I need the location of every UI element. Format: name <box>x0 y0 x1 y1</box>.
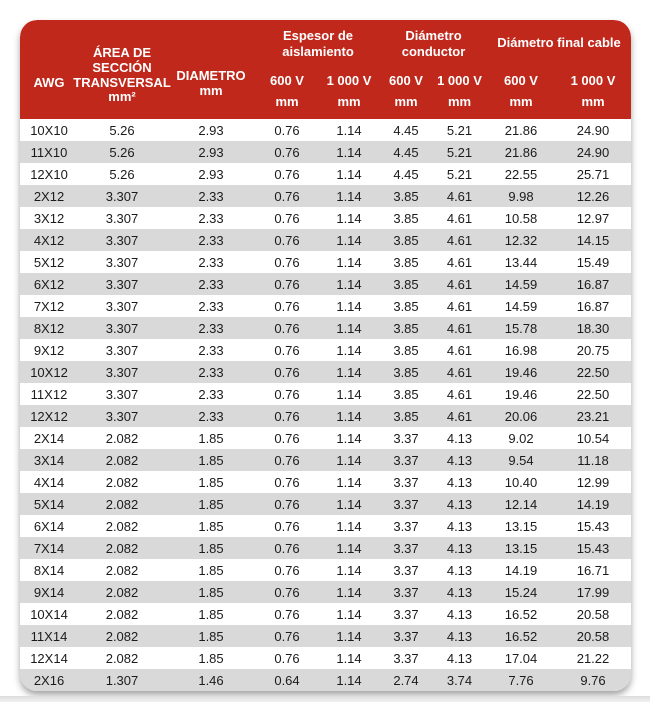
table-row <box>20 515 631 537</box>
conductor-600v-cell: 3.85 <box>393 320 419 336</box>
conductor-600v-cell: 3.37 <box>393 452 419 468</box>
espesor-600v-cell: 0.76 <box>274 452 300 468</box>
final-1000v-cell: 15.43 <box>576 540 610 556</box>
area-cell: 3.307 <box>105 188 139 204</box>
diametro-cell: 1.85 <box>198 496 224 512</box>
espesor-600v-cell: 0.76 <box>274 166 300 182</box>
espesor-1000v-cell: 1.14 <box>336 518 362 534</box>
awg-cell: 10X14 <box>30 606 68 622</box>
final-600v-cell: 14.59 <box>504 298 538 314</box>
espesor-1000v-cell: 1.14 <box>336 144 362 160</box>
conductor-600v-cell: 2.74 <box>393 672 419 688</box>
final-1000v-cell: 11.18 <box>577 452 609 468</box>
awg-cell: 4X12 <box>33 232 65 248</box>
column-header-area <box>73 20 171 119</box>
conductor-600v-cell: 3.37 <box>393 474 419 490</box>
final-600v-cell: 10.58 <box>504 210 538 226</box>
final-1000v-cell: 12.97 <box>576 210 610 226</box>
espesor-1000v-cell: 1.14 <box>336 122 362 138</box>
diametro-cell: 2.33 <box>198 386 224 402</box>
espesor-1000v-cell: 1.14 <box>336 298 362 314</box>
unit-label: mm <box>337 94 361 109</box>
final-1000v-cell: 14.15 <box>576 232 610 248</box>
final-600v-cell: 7.76 <box>508 672 534 688</box>
area-cell: 3.307 <box>105 276 139 292</box>
table-row <box>20 273 631 295</box>
espesor-1000v-cell: 1.14 <box>336 540 362 556</box>
area-header-line: ÁREA DE <box>92 44 152 60</box>
diametro-cell: 1.85 <box>198 540 224 556</box>
area-cell: 2.082 <box>105 562 139 578</box>
conductor-1000v-cell: 4.61 <box>446 386 473 402</box>
final-600v-cell: 14.19 <box>504 562 538 578</box>
final-600v-cell: 10.40 <box>504 474 538 490</box>
voltage-label: 600 V <box>270 73 304 88</box>
conductor-600v-cell: 3.85 <box>393 188 419 204</box>
diametro-cell: 2.33 <box>198 342 224 358</box>
espesor-600v-cell: 0.76 <box>274 628 300 644</box>
conductor-600v-cell: 3.37 <box>393 606 419 622</box>
espesor-600v-cell: 0.76 <box>274 408 300 424</box>
final-1000v-cell: 9.76 <box>580 672 606 688</box>
diametro-cell: 2.33 <box>198 232 224 248</box>
final-600v-cell: 22.55 <box>504 166 538 182</box>
diametro-cell: 1.46 <box>198 672 224 688</box>
espesor-1000v-cell: 1.14 <box>336 254 362 270</box>
area-cell: 2.082 <box>105 540 139 556</box>
final-1000v-cell: 16.87 <box>576 276 610 292</box>
espesor-600v-cell: 0.76 <box>274 562 300 578</box>
table-row <box>20 603 631 625</box>
conductor-1000v-cell: 4.13 <box>446 540 473 556</box>
espesor-1000v-cell: 1.14 <box>336 232 362 248</box>
espesor-600v-cell: 0.76 <box>274 474 300 490</box>
table-row <box>20 119 631 141</box>
table-row <box>20 537 631 559</box>
conductor-600v-cell: 3.85 <box>393 342 419 358</box>
group-header-label: Espesor de aislamiento <box>282 28 354 60</box>
espesor-1000v-cell: 1.14 <box>336 672 362 688</box>
final-1000v-cell: 12.99 <box>576 474 610 490</box>
sub-header-espesor-1000v <box>318 66 380 119</box>
group-header-label: Diámetro conductor <box>401 28 466 60</box>
final-600v-cell: 13.15 <box>504 540 538 556</box>
espesor-600v-cell: 0.76 <box>274 518 300 534</box>
espesor-1000v-cell: 1.14 <box>336 650 362 666</box>
final-1000v-cell: 24.90 <box>576 122 610 138</box>
conductor-600v-cell: 3.37 <box>393 430 419 446</box>
diametro-cell: 2.33 <box>198 276 224 292</box>
diametro-cell: 1.85 <box>198 474 224 490</box>
group-header-diametro-conductor <box>380 20 487 66</box>
table-row <box>20 625 631 647</box>
conductor-1000v-cell: 4.61 <box>446 210 473 226</box>
final-1000v-cell: 23.21 <box>576 408 610 424</box>
espesor-1000v-cell: 1.14 <box>336 364 362 380</box>
awg-cell: 5X14 <box>33 496 65 512</box>
espesor-600v-cell: 0.76 <box>274 232 300 248</box>
final-1000v-cell: 21.22 <box>576 650 610 666</box>
espesor-600v-cell: 0.76 <box>274 364 300 380</box>
diametro-header-line: DIAMETRO <box>176 67 246 83</box>
column-header-awg: AWG <box>33 75 65 91</box>
final-600v-cell: 19.46 <box>504 386 538 402</box>
table-row <box>20 471 631 493</box>
area-header-line: SECCIÓN <box>92 59 152 75</box>
espesor-1000v-cell: 1.14 <box>336 210 362 226</box>
espesor-1000v-cell: 1.14 <box>336 320 362 336</box>
final-600v-cell: 14.59 <box>504 276 538 292</box>
conductor-1000v-cell: 4.61 <box>446 408 473 424</box>
awg-cell: 8X12 <box>33 320 65 336</box>
espesor-600v-cell: 0.76 <box>274 496 300 512</box>
final-1000v-cell: 10.54 <box>576 430 610 446</box>
final-1000v-cell: 16.71 <box>576 562 610 578</box>
espesor-600v-cell: 0.76 <box>274 144 300 160</box>
espesor-600v-cell: 0.76 <box>274 606 300 622</box>
group-header-label: Diámetro final cable <box>497 35 621 50</box>
final-600v-cell: 12.32 <box>504 232 538 248</box>
espesor-1000v-cell: 1.14 <box>336 606 362 622</box>
awg-cell: 4X14 <box>33 474 65 490</box>
area-header-line: mm² <box>108 89 136 105</box>
unit-label: mm <box>394 94 418 109</box>
conductor-600v-cell: 4.45 <box>393 144 419 160</box>
diametro-cell: 1.85 <box>198 452 224 468</box>
espesor-600v-cell: 0.76 <box>274 540 300 556</box>
espesor-600v-cell: 0.76 <box>274 188 300 204</box>
conductor-600v-cell: 3.85 <box>393 254 419 270</box>
area-cell: 2.082 <box>105 518 139 534</box>
final-600v-cell: 15.78 <box>504 320 538 336</box>
conductor-600v-cell: 3.37 <box>393 650 419 666</box>
table-row <box>20 295 631 317</box>
espesor-600v-cell: 0.64 <box>274 672 300 688</box>
final-1000v-cell: 15.49 <box>576 254 610 270</box>
final-600v-cell: 9.02 <box>508 430 534 446</box>
area-cell: 3.307 <box>105 210 139 226</box>
final-1000v-cell: 20.58 <box>576 628 610 644</box>
final-600v-cell: 9.98 <box>508 188 534 204</box>
espesor-600v-cell: 0.76 <box>274 650 300 666</box>
sub-header-conductor-1000v <box>432 66 487 119</box>
awg-cell: 2X12 <box>33 188 65 204</box>
final-600v-cell: 15.24 <box>504 584 538 600</box>
diametro-cell: 2.33 <box>198 210 224 226</box>
diametro-cell: 2.93 <box>198 166 224 182</box>
conductor-1000v-cell: 5.21 <box>446 166 473 182</box>
final-1000v-cell: 24.90 <box>576 144 610 160</box>
final-600v-cell: 20.06 <box>504 408 538 424</box>
table-row <box>20 405 631 427</box>
espesor-1000v-cell: 1.14 <box>336 430 362 446</box>
conductor-600v-cell: 3.85 <box>393 210 419 226</box>
final-600v-cell: 19.46 <box>504 364 538 380</box>
final-1000v-cell: 12.26 <box>576 188 610 204</box>
conductor-600v-cell: 3.37 <box>393 628 419 644</box>
area-cell: 2.082 <box>105 650 139 666</box>
final-1000v-cell: 16.87 <box>576 298 610 314</box>
table-row <box>20 647 631 669</box>
final-1000v-cell: 18.30 <box>576 320 610 336</box>
final-600v-cell: 12.14 <box>504 496 538 512</box>
conductor-1000v-cell: 4.61 <box>446 342 473 358</box>
awg-cell: 8X14 <box>33 562 65 578</box>
awg-cell: 12X12 <box>30 408 68 424</box>
final-1000v-cell: 22.50 <box>576 364 610 380</box>
final-1000v-cell: 20.75 <box>576 342 610 358</box>
table-row <box>20 559 631 581</box>
conductor-600v-cell: 4.45 <box>393 166 419 182</box>
group-header-espesor-aislamiento <box>256 20 380 66</box>
espesor-1000v-cell: 1.14 <box>336 166 362 182</box>
espesor-600v-cell: 0.76 <box>274 320 300 336</box>
table-row <box>20 317 631 339</box>
table-row <box>20 185 631 207</box>
awg-cell: 3X14 <box>33 452 65 468</box>
cable-spec-table <box>20 20 631 691</box>
diametro-cell: 1.85 <box>198 650 224 666</box>
conductor-600v-cell: 3.85 <box>393 408 419 424</box>
area-cell: 2.082 <box>105 474 139 490</box>
final-600v-cell: 16.52 <box>504 606 538 622</box>
table-body <box>20 119 631 691</box>
espesor-600v-cell: 0.76 <box>274 298 300 314</box>
table-row <box>20 207 631 229</box>
final-1000v-cell: 17.99 <box>576 584 610 600</box>
table-row <box>20 251 631 273</box>
conductor-1000v-cell: 4.13 <box>446 430 473 446</box>
diametro-cell: 2.33 <box>198 408 224 424</box>
area-cell: 2.082 <box>105 606 139 622</box>
area-cell: 3.307 <box>105 364 139 380</box>
final-600v-cell: 16.52 <box>504 628 538 644</box>
awg-cell: 2X16 <box>33 672 65 688</box>
area-cell: 3.307 <box>105 320 139 336</box>
area-cell: 5.26 <box>109 166 135 182</box>
espesor-600v-cell: 0.76 <box>274 386 300 402</box>
area-cell: 3.307 <box>105 408 139 424</box>
diametro-cell: 1.85 <box>198 430 224 446</box>
table-row <box>20 383 631 405</box>
espesor-1000v-cell: 1.14 <box>336 474 362 490</box>
awg-cell: 12X10 <box>30 166 68 182</box>
conductor-1000v-cell: 4.61 <box>446 364 473 380</box>
conductor-600v-cell: 3.85 <box>393 276 419 292</box>
conductor-600v-cell: 3.37 <box>393 496 419 512</box>
sub-header-conductor-600v <box>380 66 432 119</box>
awg-cell: 2X14 <box>33 430 65 446</box>
conductor-1000v-cell: 4.13 <box>446 562 473 578</box>
awg-cell: 6X12 <box>33 276 65 292</box>
diametro-cell: 1.85 <box>198 562 224 578</box>
conductor-1000v-cell: 4.61 <box>446 254 473 270</box>
conductor-600v-cell: 3.37 <box>393 584 419 600</box>
conductor-600v-cell: 4.45 <box>393 122 419 138</box>
conductor-1000v-cell: 4.61 <box>446 298 473 314</box>
area-cell: 5.26 <box>109 122 135 138</box>
diametro-cell: 2.33 <box>198 188 224 204</box>
espesor-600v-cell: 0.76 <box>274 276 300 292</box>
table-row <box>20 163 631 185</box>
espesor-600v-cell: 0.76 <box>274 122 300 138</box>
awg-cell: 11X12 <box>30 386 68 402</box>
diametro-cell: 1.85 <box>198 606 224 622</box>
final-1000v-cell: 15.43 <box>576 518 610 534</box>
conductor-600v-cell: 3.85 <box>393 386 419 402</box>
sub-header-final-1000v <box>555 66 631 119</box>
conductor-600v-cell: 3.37 <box>393 540 419 556</box>
sub-header-espesor-600v <box>256 66 318 119</box>
diametro-cell: 1.85 <box>198 628 224 644</box>
espesor-1000v-cell: 1.14 <box>336 452 362 468</box>
table-row <box>20 229 631 251</box>
final-600v-cell: 21.86 <box>504 144 538 160</box>
table-row <box>20 427 631 449</box>
voltage-label: 1 000 V <box>326 73 372 88</box>
unit-label: mm <box>509 94 533 109</box>
conductor-1000v-cell: 4.61 <box>446 232 473 248</box>
table-row <box>20 339 631 361</box>
conductor-1000v-cell: 4.61 <box>446 320 473 336</box>
table-row <box>20 581 631 603</box>
final-600v-cell: 13.15 <box>504 518 538 534</box>
area-cell: 5.26 <box>109 144 135 160</box>
espesor-1000v-cell: 1.14 <box>336 562 362 578</box>
espesor-600v-cell: 0.76 <box>274 254 300 270</box>
table-header <box>20 20 631 119</box>
conductor-600v-cell: 3.85 <box>393 298 419 314</box>
espesor-1000v-cell: 1.14 <box>336 408 362 424</box>
conductor-1000v-cell: 4.61 <box>446 188 473 204</box>
conductor-1000v-cell: 4.13 <box>446 474 473 490</box>
conductor-600v-cell: 3.37 <box>393 518 419 534</box>
espesor-1000v-cell: 1.14 <box>336 342 362 358</box>
awg-cell: 7X14 <box>33 540 65 556</box>
area-cell: 3.307 <box>105 386 139 402</box>
area-cell: 2.082 <box>105 430 139 446</box>
diametro-cell: 1.85 <box>198 518 224 534</box>
voltage-label: 1 000 V <box>437 73 482 88</box>
conductor-1000v-cell: 4.13 <box>446 496 473 512</box>
final-600v-cell: 9.54 <box>508 452 534 468</box>
conductor-600v-cell: 3.85 <box>393 364 419 380</box>
unit-label: mm <box>447 94 472 109</box>
conductor-1000v-cell: 4.13 <box>446 606 473 622</box>
awg-cell: 6X14 <box>33 518 65 534</box>
area-cell: 3.307 <box>105 232 139 248</box>
espesor-600v-cell: 0.76 <box>274 342 300 358</box>
awg-cell: 3X12 <box>33 210 65 226</box>
area-cell: 2.082 <box>105 584 139 600</box>
unit-label: mm <box>581 94 605 109</box>
column-header-diametro <box>166 20 256 119</box>
table-row <box>20 493 631 515</box>
final-600v-cell: 13.44 <box>504 254 538 270</box>
conductor-1000v-cell: 5.21 <box>446 144 473 160</box>
awg-cell: 9X14 <box>33 584 65 600</box>
espesor-1000v-cell: 1.14 <box>336 584 362 600</box>
bottom-divider <box>0 696 650 702</box>
final-600v-cell: 17.04 <box>504 650 538 666</box>
table-row <box>20 141 631 163</box>
area-cell: 3.307 <box>105 254 139 270</box>
table-row <box>20 669 631 691</box>
diametro-cell: 2.33 <box>198 254 224 270</box>
diametro-header-line: mm <box>199 82 223 98</box>
diametro-cell: 2.33 <box>198 320 224 336</box>
voltage-label: 600 V <box>504 73 538 88</box>
table-row <box>20 449 631 471</box>
awg-cell: 11X10 <box>30 144 68 160</box>
spec-table-body <box>20 119 631 691</box>
conductor-1000v-cell: 4.13 <box>446 628 473 644</box>
awg-cell: 5X12 <box>33 254 65 270</box>
conductor-1000v-cell: 5.21 <box>446 122 473 138</box>
table-row <box>20 361 631 383</box>
area-cell: 3.307 <box>105 342 139 358</box>
espesor-1000v-cell: 1.14 <box>336 628 362 644</box>
diametro-cell: 2.93 <box>198 122 224 138</box>
awg-cell: 12X14 <box>30 650 68 666</box>
diametro-cell: 2.33 <box>198 364 224 380</box>
area-cell: 2.082 <box>105 496 139 512</box>
espesor-600v-cell: 0.76 <box>274 584 300 600</box>
final-1000v-cell: 25.71 <box>576 166 610 182</box>
final-1000v-cell: 20.58 <box>576 606 610 622</box>
final-1000v-cell: 22.50 <box>576 386 610 402</box>
conductor-1000v-cell: 4.13 <box>446 452 473 468</box>
espesor-1000v-cell: 1.14 <box>336 276 362 292</box>
awg-cell: 9X12 <box>33 342 65 358</box>
conductor-1000v-cell: 4.13 <box>446 584 473 600</box>
espesor-1000v-cell: 1.14 <box>336 386 362 402</box>
espesor-1000v-cell: 1.14 <box>336 188 362 204</box>
group-header-diametro-final-cable <box>487 20 631 66</box>
final-600v-cell: 21.86 <box>504 122 538 138</box>
espesor-600v-cell: 0.76 <box>274 210 300 226</box>
diametro-cell: 1.85 <box>198 584 224 600</box>
awg-cell: 10X10 <box>30 122 68 138</box>
conductor-1000v-cell: 4.13 <box>446 518 473 534</box>
awg-cell: 11X14 <box>30 628 68 644</box>
area-cell: 2.082 <box>105 452 139 468</box>
voltage-label: 1 000 V <box>570 73 616 88</box>
conductor-1000v-cell: 3.74 <box>446 672 473 688</box>
final-1000v-cell: 14.19 <box>576 496 610 512</box>
conductor-600v-cell: 3.85 <box>393 232 419 248</box>
area-cell: 2.082 <box>105 628 139 644</box>
conductor-1000v-cell: 4.13 <box>446 650 473 666</box>
voltage-label: 600 V <box>389 73 423 88</box>
conductor-600v-cell: 3.37 <box>393 562 419 578</box>
conductor-1000v-cell: 4.61 <box>446 276 473 292</box>
area-header-line: TRANSVERSAL <box>73 74 171 90</box>
final-600v-cell: 16.98 <box>504 342 538 358</box>
area-cell: 3.307 <box>105 298 139 314</box>
diametro-cell: 2.33 <box>198 298 224 314</box>
espesor-600v-cell: 0.76 <box>274 430 300 446</box>
diametro-cell: 2.93 <box>198 144 224 160</box>
sub-header-final-600v <box>487 66 555 119</box>
espesor-1000v-cell: 1.14 <box>336 496 362 512</box>
awg-cell: 10X12 <box>30 364 68 380</box>
awg-cell: 7X12 <box>33 298 65 314</box>
unit-label: mm <box>275 94 299 109</box>
area-cell: 1.307 <box>105 672 139 688</box>
